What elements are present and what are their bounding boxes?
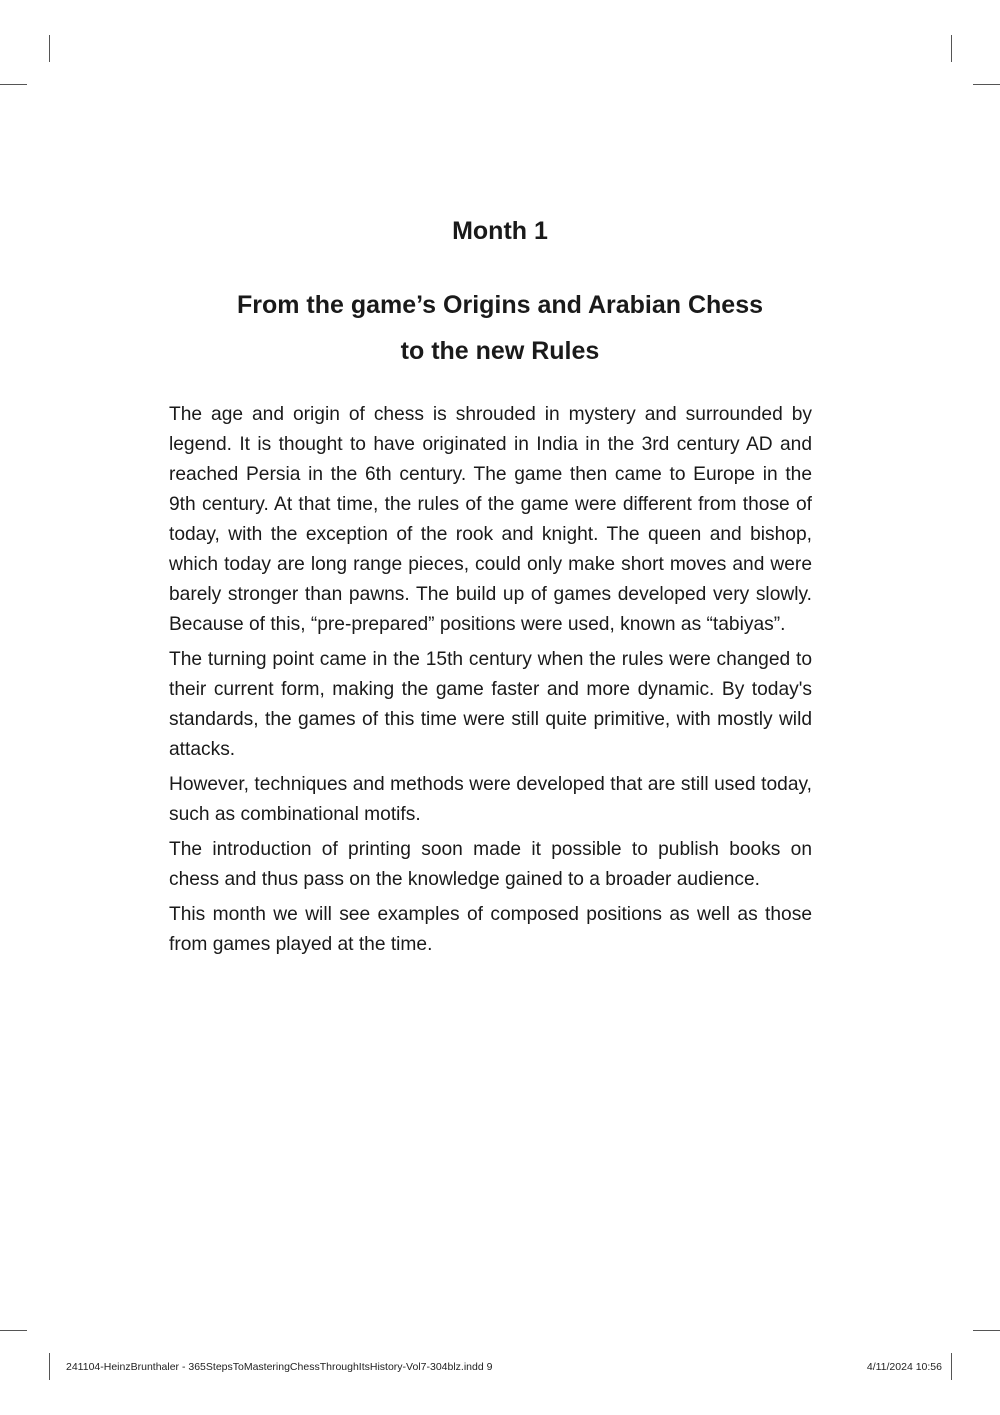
crop-mark-bottom-right [951, 1353, 952, 1380]
paragraph-origins: The age and origin of chess is shrouded in mystery and surrounded by legend. It is thought to have originated in India in the 3rd century AD and reached Persia in the 6th century. The game then came to Europe in the 9th century. At that time, the rules of the game were different from those of today, with the exception of the rook and knight. The queen and bishop, which today are long range pieces, could only make short moves and were barely stronger than pawns. The build up of games developed very slowly. Because of this, “pre-prepared” positions were used, known as “tabiyas”. [169, 404, 812, 635]
chapter-title-line-1: From the game’s Origins and Arabian Chess [236, 291, 764, 319]
paragraph-printing: The introduction of printing soon made it possible to publish books on chess and thus pass on the knowledge gained to a broader audience. [169, 839, 812, 890]
chapter-title-line-2: to the new Rules [400, 337, 600, 365]
crop-mark-bottom-left-horizontal [0, 1330, 27, 1331]
paragraph-techniques: However, techniques and methods were developed that are still used today, such as combinational motifs. [169, 774, 812, 825]
crop-mark-bottom-left [49, 1353, 50, 1380]
crop-mark-top-right [951, 35, 952, 62]
chapter-title [0, 282, 1000, 374]
print-slug-timestamp: 4/11/2024 10:56 [866, 1361, 942, 1373]
crop-mark-top-left [49, 35, 50, 62]
body-text [169, 400, 812, 965]
paragraph-this-month: This month we will see examples of composed positions as well as those from games played at the time. [169, 904, 812, 955]
crop-mark-top-left-horizontal [0, 84, 27, 85]
crop-mark-bottom-right-horizontal [973, 1330, 1000, 1331]
print-slug-filename: 241104-HeinzBrunthaler - 365StepsToMasteringChessThroughItsHistory-Vol7-304blz.indd 9 [66, 1361, 493, 1373]
crop-mark-top-right-horizontal [973, 84, 1000, 85]
month-heading: Month 1 [452, 217, 548, 245]
paragraph-turning-point: The turning point came in the 15th century when the rules were changed to their current form, making the game faster and more dynamic. By today's standards, the games of this time were still quite primitive, with mostly wild attacks. [169, 649, 812, 760]
